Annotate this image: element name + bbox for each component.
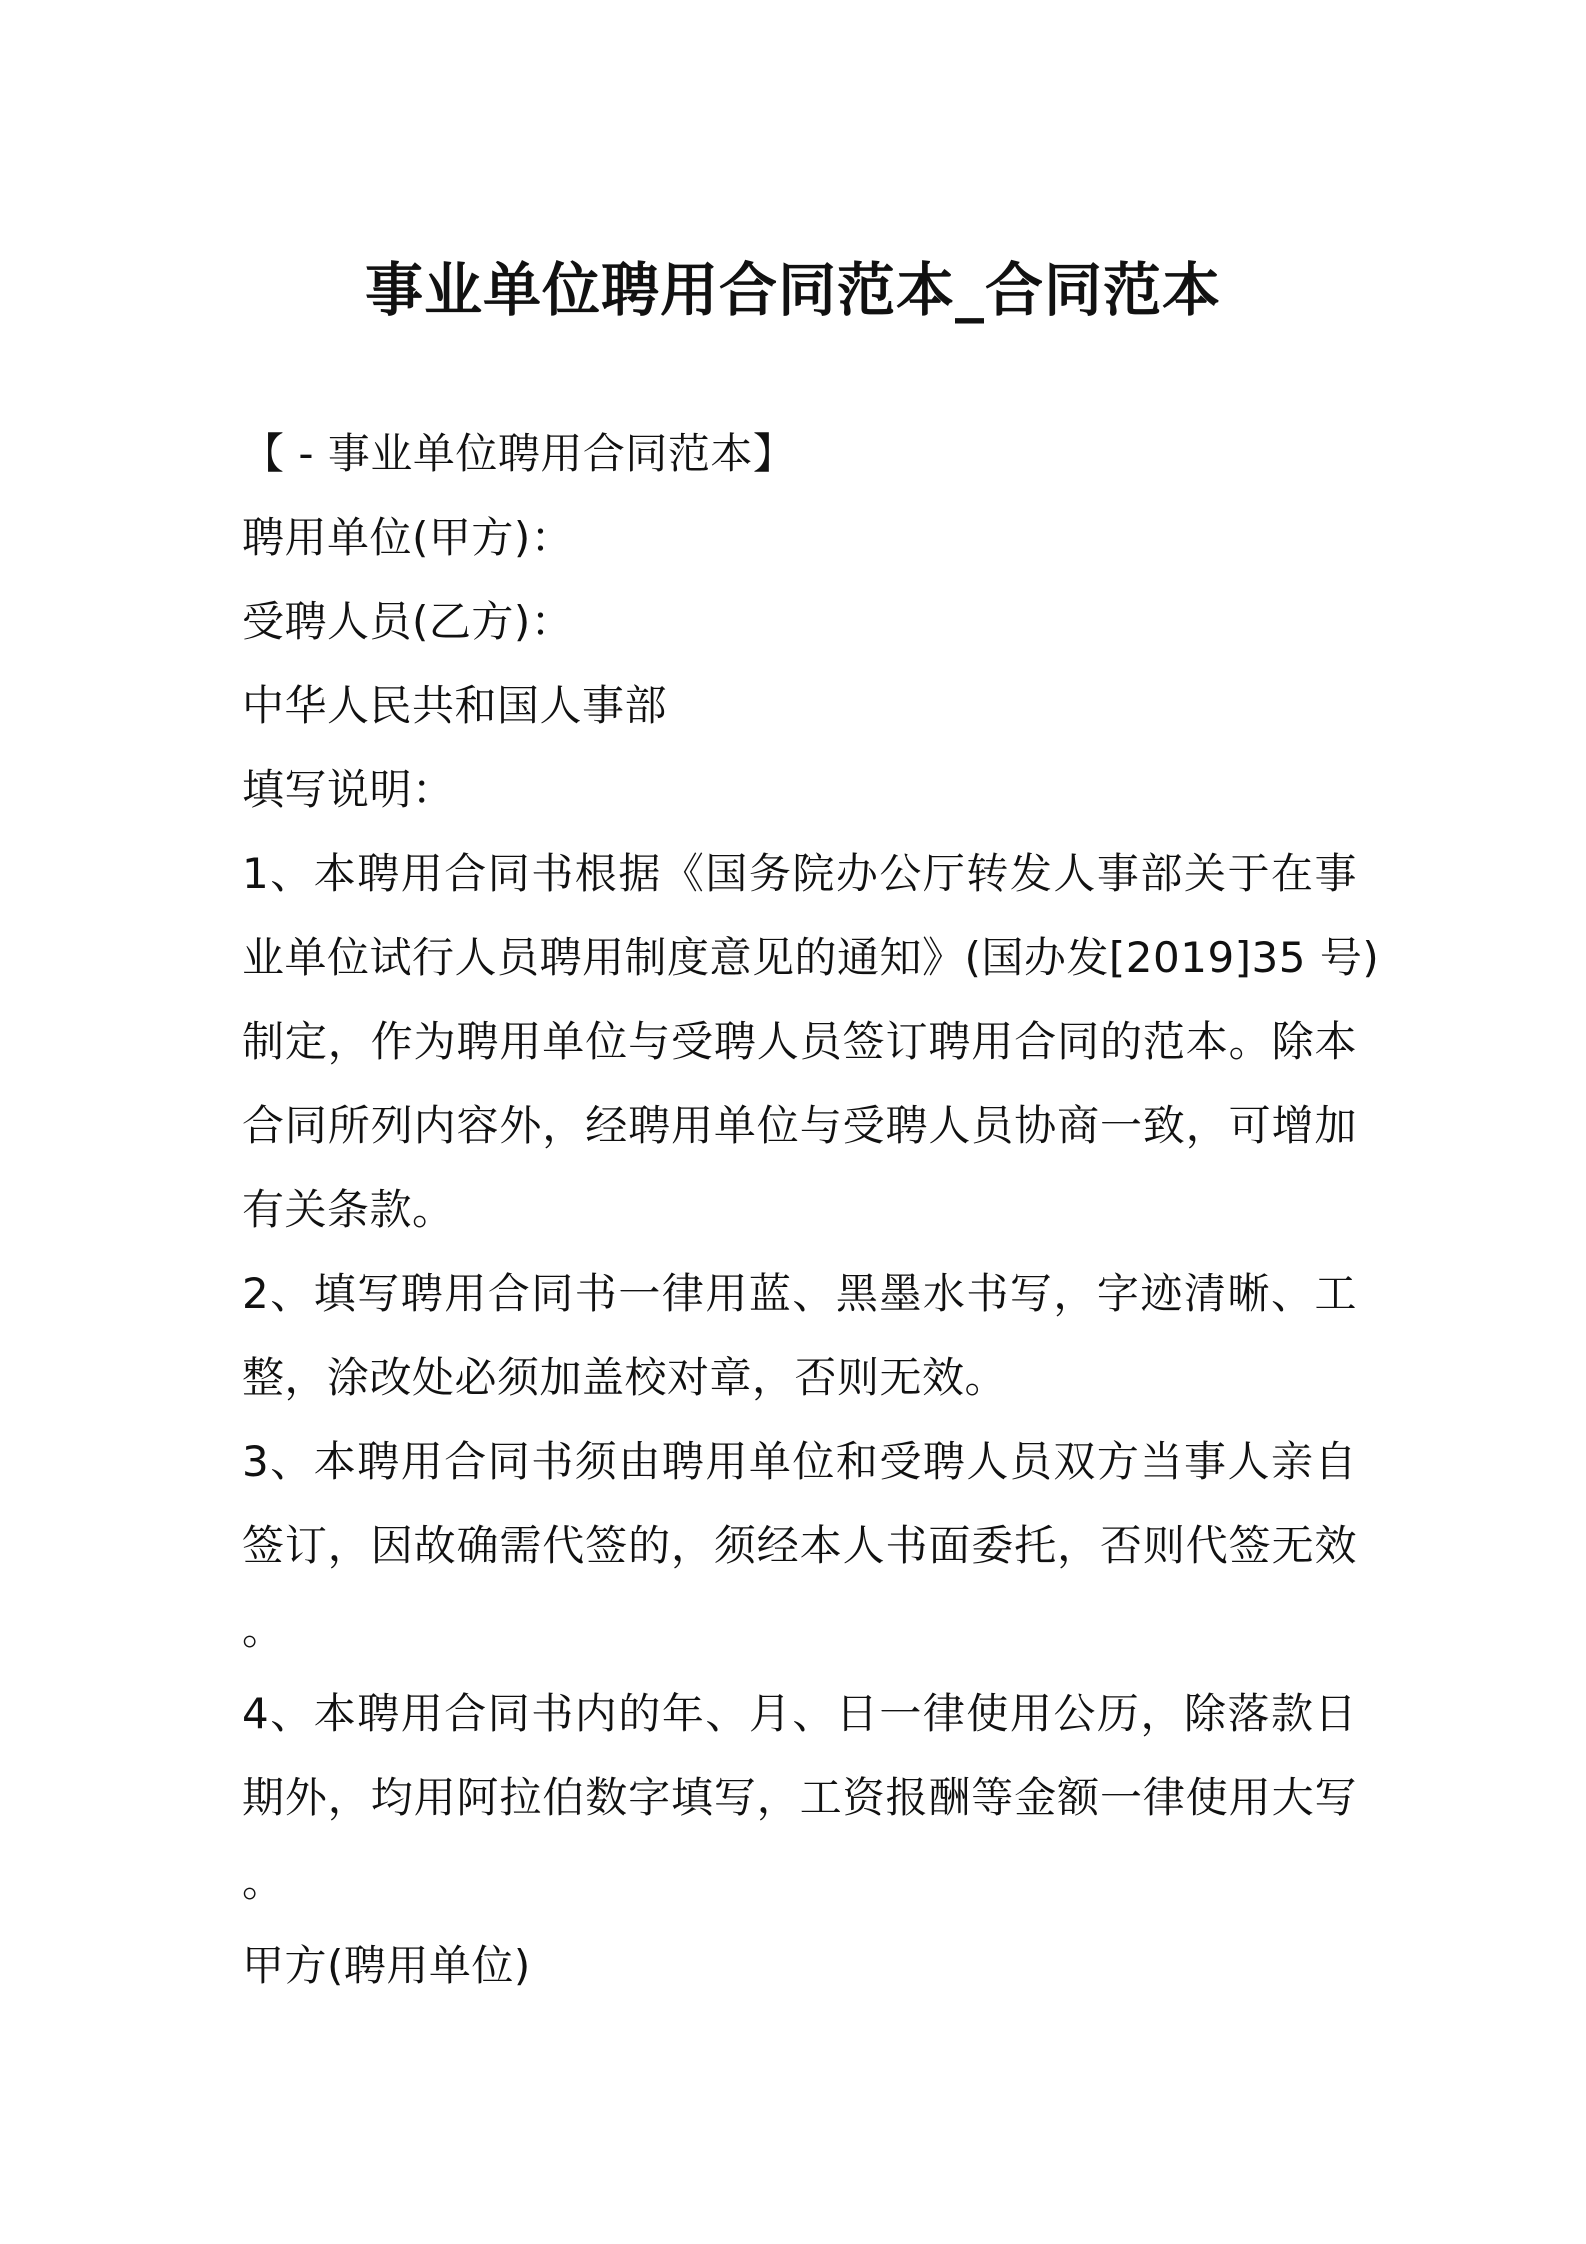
instruction-1-line-3: 制定，作为聘用单位与受聘人员签订聘用合同的范本。除本 [242, 1017, 1357, 1066]
instructions-heading: 填写说明： [242, 765, 455, 814]
issuer-text: 中华人民共和国人事部 [242, 681, 668, 730]
instruction-4-line-2: 期外，均用阿拉伯数字填写，工资报酬等金额一律使用大写 [242, 1773, 1357, 1822]
document-title: 事业单位聘用合同范本_合同范本 [364, 256, 1221, 324]
instruction-2-line-1: 2、填写聘用合同书一律用蓝、黑墨水书写，字迹清晰、工 [242, 1269, 1357, 1318]
section-header: 【 - 事业单位聘用合同范本】 [242, 429, 796, 478]
instruction-1-line-2: 业单位试行人员聘用制度意见的通知》(国办发[2019]35 号) [242, 933, 1380, 982]
instruction-1-line-4: 合同所列内容外，经聘用单位与受聘人员协商一致，可增加 [242, 1101, 1357, 1150]
party-a-heading: 甲方(聘用单位) [242, 1941, 531, 1990]
employee-label: 受聘人员(乙方)： [242, 597, 574, 646]
instruction-3-line-1: 3、本聘用合同书须由聘用单位和受聘人员双方当事人亲自 [242, 1437, 1357, 1486]
employer-label: 聘用单位(甲方)： [242, 513, 574, 562]
instruction-2-line-2: 整，涂改处必须加盖校对章，否则无效。 [242, 1353, 1008, 1402]
instruction-4-line-1: 4、本聘用合同书内的年、月、日一律使用公历，除落款日 [242, 1689, 1357, 1738]
instruction-1-line-5: 有关条款。 [242, 1185, 455, 1234]
instruction-3-line-2: 签订，因故确需代签的，须经本人书面委托，否则代签无效 [242, 1521, 1357, 1570]
document-body [242, 412, 1380, 2008]
instruction-1-line-1: 1、本聘用合同书根据《国务院办公厅转发人事部关于在事 [242, 849, 1357, 898]
instruction-3-line-3: 。 [242, 1605, 285, 1654]
instruction-4-line-3: 。 [242, 1857, 285, 1906]
